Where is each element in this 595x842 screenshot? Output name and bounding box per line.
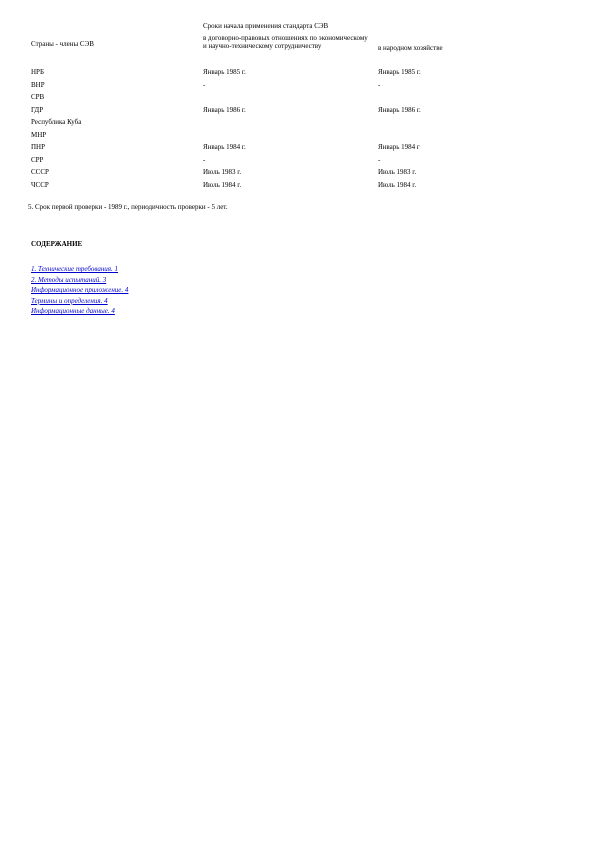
toc-link-test-methods[interactable]: 2. Методы испытаний. 3	[31, 275, 107, 284]
economy-date-cell: -	[378, 80, 381, 89]
country-cell: ГДР	[31, 105, 44, 114]
toc-title: СОДЕРЖАНИЕ	[31, 240, 83, 248]
table-row	[31, 181, 451, 194]
country-cell: СССР	[31, 168, 49, 176]
country-cell: СРР	[31, 155, 44, 164]
verification-note: 5. Срок первой проверки - 1989 г., периодичность проверки - 5 лет.	[28, 203, 228, 211]
column-header-countries: Страны - члены СЭВ	[31, 40, 94, 48]
table-row	[31, 168, 451, 181]
country-cell: НРБ	[31, 68, 44, 76]
table-group-header: Сроки начала применения стандарта СЭВ	[203, 22, 329, 30]
table-row	[31, 93, 451, 106]
toc-link-informational-data[interactable]: Информационные данные. 4	[31, 307, 115, 315]
contract-date-cell: Январь 1984 г.	[203, 143, 246, 151]
country-cell: ЧССР	[31, 180, 49, 189]
table-row	[31, 143, 451, 156]
country-cell: МНР	[31, 130, 47, 139]
economy-date-cell: -	[378, 155, 381, 164]
economy-date-cell: Январь 1984 г	[378, 143, 420, 151]
contract-date-cell: -	[203, 155, 206, 164]
country-cell: ВНР	[31, 80, 45, 89]
table-row	[31, 68, 451, 81]
economy-date-cell: Июль 1984 г.	[378, 180, 417, 189]
toc-link-terms-definitions[interactable]: Термины и определения. 4	[31, 296, 108, 305]
country-cell: Республика Куба	[31, 118, 82, 126]
table-row	[31, 131, 451, 144]
table-row	[31, 156, 451, 169]
table-row	[31, 81, 451, 94]
contract-date-cell: Январь 1986 г.	[203, 105, 246, 114]
contract-date-cell: Июль 1984 г.	[203, 180, 242, 189]
table-body	[31, 68, 451, 193]
column-header-national-economy: в народном хозяйстве	[378, 44, 443, 52]
contract-date-cell: Июль 1983 г.	[203, 168, 242, 176]
table-row	[31, 118, 451, 131]
contract-date-cell: -	[203, 80, 206, 89]
country-cell: ПНР	[31, 143, 46, 151]
contract-date-cell: Январь 1985 г.	[203, 68, 246, 76]
economy-date-cell: Январь 1985 г.	[378, 68, 421, 76]
country-cell: СРВ	[31, 93, 45, 101]
toc-link-technical-requirements[interactable]: 1. Технические требования. 1	[31, 265, 119, 273]
economy-date-cell: Январь 1986 г.	[378, 105, 421, 114]
toc-link-informational-appendix[interactable]: Информационное приложение. 4	[31, 286, 129, 294]
table-of-contents	[31, 264, 128, 317]
economy-date-cell: Июль 1983 г.	[378, 168, 417, 176]
column-header-contract-relations: в договорно-правовых отношениях по экономическому и научно-техническому сотрудничеству	[203, 34, 368, 50]
table-row	[31, 106, 451, 119]
